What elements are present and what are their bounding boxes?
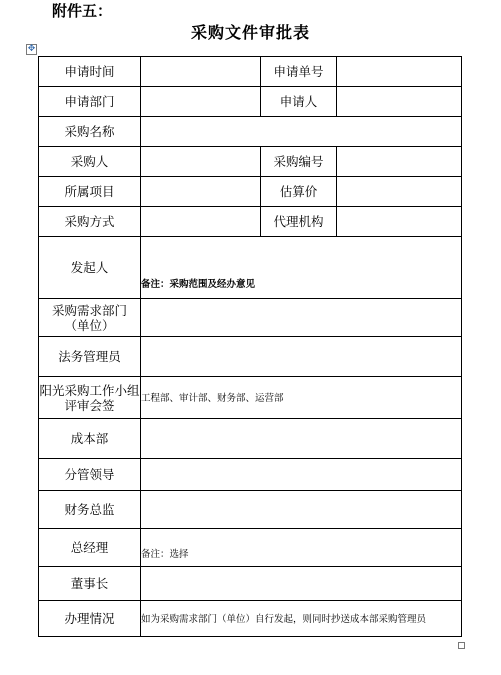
apply-time-label: 申请时间 (39, 57, 141, 87)
form-title: 采购文件审批表 (190, 23, 310, 42)
chairman-field[interactable] (141, 567, 462, 601)
purchase-no-field[interactable] (337, 147, 462, 177)
approval-form-table (38, 56, 462, 637)
attachment-label: 附件五： (52, 2, 113, 20)
gm-note: 备注：选择 (141, 549, 189, 560)
purchase-no-label: 采购编号 (261, 147, 337, 177)
apply-dept-label: 申请部门 (39, 87, 141, 117)
purchaser-label: 采购人 (39, 147, 141, 177)
project-label: 所属项目 (39, 177, 141, 207)
initiator-field[interactable] (141, 237, 462, 299)
sunshine-group-value: 工程部、审计部、财务部、运营部 (141, 393, 284, 404)
agency-field[interactable] (337, 207, 462, 237)
finance-director-label: 财务总监 (39, 491, 141, 529)
demand-dept-label-line2: （单位） (64, 317, 115, 333)
chairman-label: 董事长 (39, 567, 141, 601)
table-row (39, 601, 462, 637)
table-row (39, 237, 462, 299)
leader-in-charge-label: 分管领导 (39, 459, 141, 491)
purchase-method-label: 采购方式 (39, 207, 141, 237)
purchaser-field[interactable] (141, 147, 261, 177)
leader-in-charge-field[interactable] (141, 459, 462, 491)
initiator-note: 备注：采购范围及经办意见 (141, 279, 256, 290)
table-row (39, 377, 462, 419)
table-resize-handle[interactable] (458, 642, 465, 649)
apply-no-field[interactable] (337, 57, 462, 87)
estimate-label: 估算价 (261, 177, 337, 207)
table-row (39, 567, 462, 601)
demand-dept-field[interactable] (141, 299, 462, 337)
demand-dept-label-line1: 采购需求部门 (51, 302, 127, 318)
estimate-field[interactable] (337, 177, 462, 207)
handling-label: 办理情况 (39, 601, 141, 637)
applicant-field[interactable] (337, 87, 462, 117)
sunshine-group-label-line2: 评审会签 (64, 397, 115, 413)
applicant-label: 申请人 (261, 87, 337, 117)
table-row (39, 207, 462, 237)
initiator-label: 发起人 (39, 237, 141, 299)
table-row (39, 147, 462, 177)
finance-director-field[interactable] (141, 491, 462, 529)
sunshine-group-label-line1: 阳光采购工作小组 (39, 382, 140, 398)
table-row (39, 419, 462, 459)
purchase-name-label: 采购名称 (39, 117, 141, 147)
purchase-method-field[interactable] (141, 207, 261, 237)
legal-admin-field[interactable] (141, 337, 462, 377)
table-row (39, 117, 462, 147)
cost-dept-label: 成本部 (39, 419, 141, 459)
table-row (39, 177, 462, 207)
table-row (39, 57, 462, 87)
sunshine-group-field[interactable] (141, 377, 462, 419)
apply-time-field[interactable] (141, 57, 261, 87)
project-field[interactable] (141, 177, 261, 207)
table-row (39, 491, 462, 529)
table-move-icon[interactable]: ✥ (27, 44, 36, 54)
sunshine-group-label (39, 377, 141, 419)
general-manager-field[interactable] (141, 529, 462, 567)
purchase-name-field[interactable] (141, 117, 462, 147)
table-row (39, 337, 462, 377)
table-row (39, 87, 462, 117)
cost-dept-field[interactable] (141, 419, 462, 459)
agency-label: 代理机构 (261, 207, 337, 237)
table-row (39, 299, 462, 337)
apply-dept-field[interactable] (141, 87, 261, 117)
table-row (39, 529, 462, 567)
general-manager-label: 总经理 (39, 529, 141, 567)
handling-field[interactable] (141, 601, 462, 637)
apply-no-label: 申请单号 (261, 57, 337, 87)
demand-dept-label (39, 299, 141, 337)
table-row (39, 459, 462, 491)
legal-admin-label: 法务管理员 (39, 337, 141, 377)
handling-value: 如为采购需求部门（单位）自行发起，则同时抄送成本部采购管理员 (141, 614, 427, 625)
